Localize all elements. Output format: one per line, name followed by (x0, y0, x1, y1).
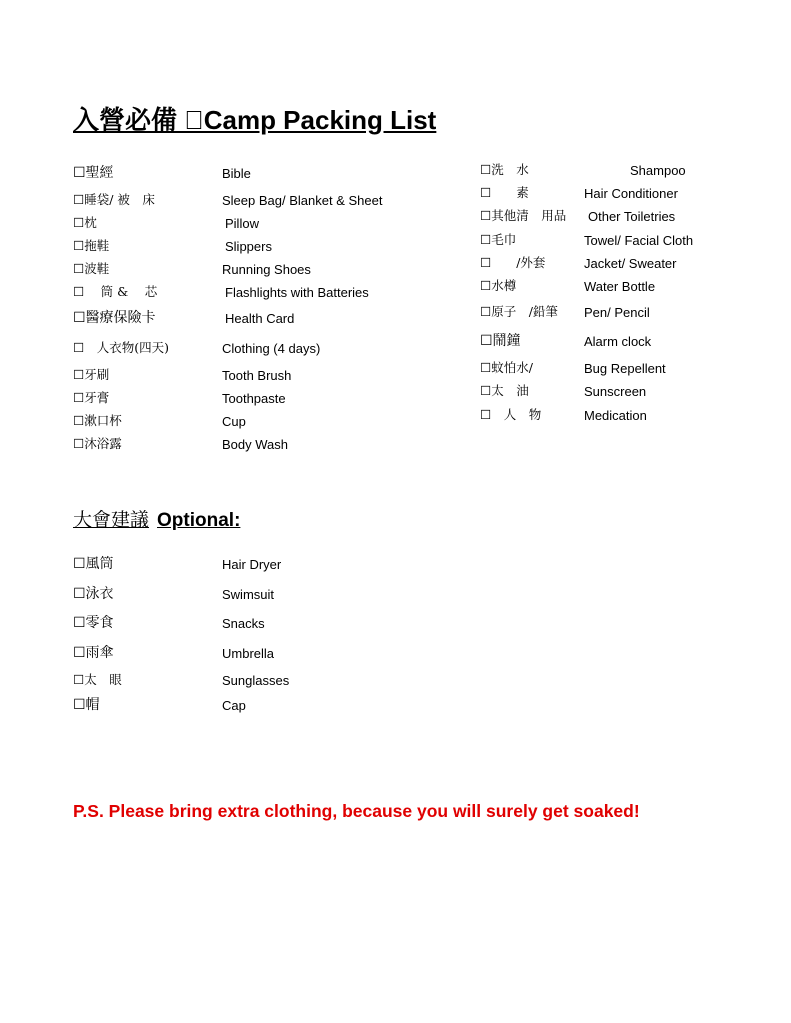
list-item-en: Body Wash (222, 437, 288, 452)
list-item-en: Bible (222, 166, 251, 181)
list-item-en: Other Toiletries (588, 209, 676, 224)
list-item-en: Pen/ Pencil (584, 305, 650, 320)
list-item-zh: ☐風筒 (73, 556, 114, 572)
list-item-zh: ☐洗 水 (480, 162, 529, 177)
list-item-zh: ☐太 眼 (73, 672, 122, 687)
list-item-en: Running Shoes (222, 262, 311, 277)
list-item-zh: ☐拖鞋 (73, 238, 110, 253)
list-item-zh: ☐ 人衣物(四天) (73, 340, 169, 355)
list-item-en: Clothing (4 days) (222, 341, 321, 356)
list-item-zh: ☐原子 /鉛筆 (480, 304, 558, 319)
list-item-en: Flashlights with Batteries (225, 285, 369, 300)
list-item-zh: ☐漱口杯 (73, 413, 122, 428)
list-item-zh: ☐太 油 (480, 383, 529, 398)
list-item-zh: ☐蚊怕水/ (480, 360, 533, 375)
list-item-zh: ☐其他清 用品 (480, 208, 567, 223)
list-item-en: Alarm clock (584, 334, 652, 349)
list-item-en: Hair Dryer (222, 557, 282, 572)
list-item-en: Hair Conditioner (584, 186, 678, 201)
optional-title-en: Optional: (157, 510, 241, 531)
list-item-zh: ☐睡袋/ 被 床 (73, 192, 155, 207)
list-item-zh: ☐ 素 (480, 185, 529, 200)
list-item-zh: ☐ 人 物 (480, 407, 542, 422)
list-item-zh: ☐帽 (73, 697, 100, 713)
list-item-zh: ☐毛巾 (480, 232, 517, 247)
list-item-en: Snacks (222, 616, 265, 631)
list-item-en: Shampoo (630, 163, 686, 178)
list-item-en: Medication (584, 408, 647, 423)
list-item-en: Jacket/ Sweater (584, 256, 677, 271)
list-item-en: Sleep Bag/ Blanket & Sheet (222, 193, 383, 208)
list-item-zh: ☐雨傘 (73, 645, 114, 661)
list-item-zh: ☐鬧鐘 (480, 333, 521, 349)
list-item-zh: ☐ /外套 (480, 255, 546, 270)
list-item-en: Bug Repellent (584, 361, 666, 376)
list-item-zh: ☐ 筒 & 芯 (73, 284, 158, 299)
list-item-en: Pillow (225, 216, 259, 231)
list-item-en: Towel/ Facial Cloth (584, 233, 694, 248)
list-item-en: Sunscreen (584, 384, 647, 399)
list-item-en: Health Card (225, 311, 295, 326)
list-item-zh: ☐泳衣 (73, 586, 114, 602)
list-item-zh: ☐牙刷 (73, 367, 110, 382)
list-item-zh: ☐沐浴露 (73, 436, 122, 451)
page-title: 入營必備  Camp Packing List (73, 105, 437, 135)
list-item-en: Sunglasses (222, 673, 290, 688)
list-item-en: Water Bottle (584, 279, 656, 294)
list-item-en: Slippers (225, 239, 272, 254)
list-item-zh: ☐水樽 (480, 278, 517, 293)
list-item-en: Cup (222, 414, 246, 429)
list-item-zh: ☐聖經 (73, 165, 114, 181)
list-item-zh: ☐牙膏 (73, 390, 110, 405)
optional-section-title (73, 505, 240, 532)
list-item-zh: ☐枕 (73, 215, 97, 230)
list-item-en: Swimsuit (222, 587, 275, 602)
list-item-en: Cap (222, 698, 246, 713)
list-item-zh: ☐零食 (73, 615, 114, 631)
list-item-en: Toothpaste (222, 391, 286, 406)
optional-title-zh: 大會建議 (73, 510, 150, 531)
ps-note: P.S. Please bring extra clothing, because you will surely get soaked! (73, 801, 640, 821)
list-item-en: Tooth Brush (222, 368, 292, 383)
list-item-zh: ☐波鞋 (73, 261, 110, 276)
list-item-zh: ☐醫療保險卡 (73, 310, 156, 326)
list-item-en: Umbrella (222, 646, 275, 661)
